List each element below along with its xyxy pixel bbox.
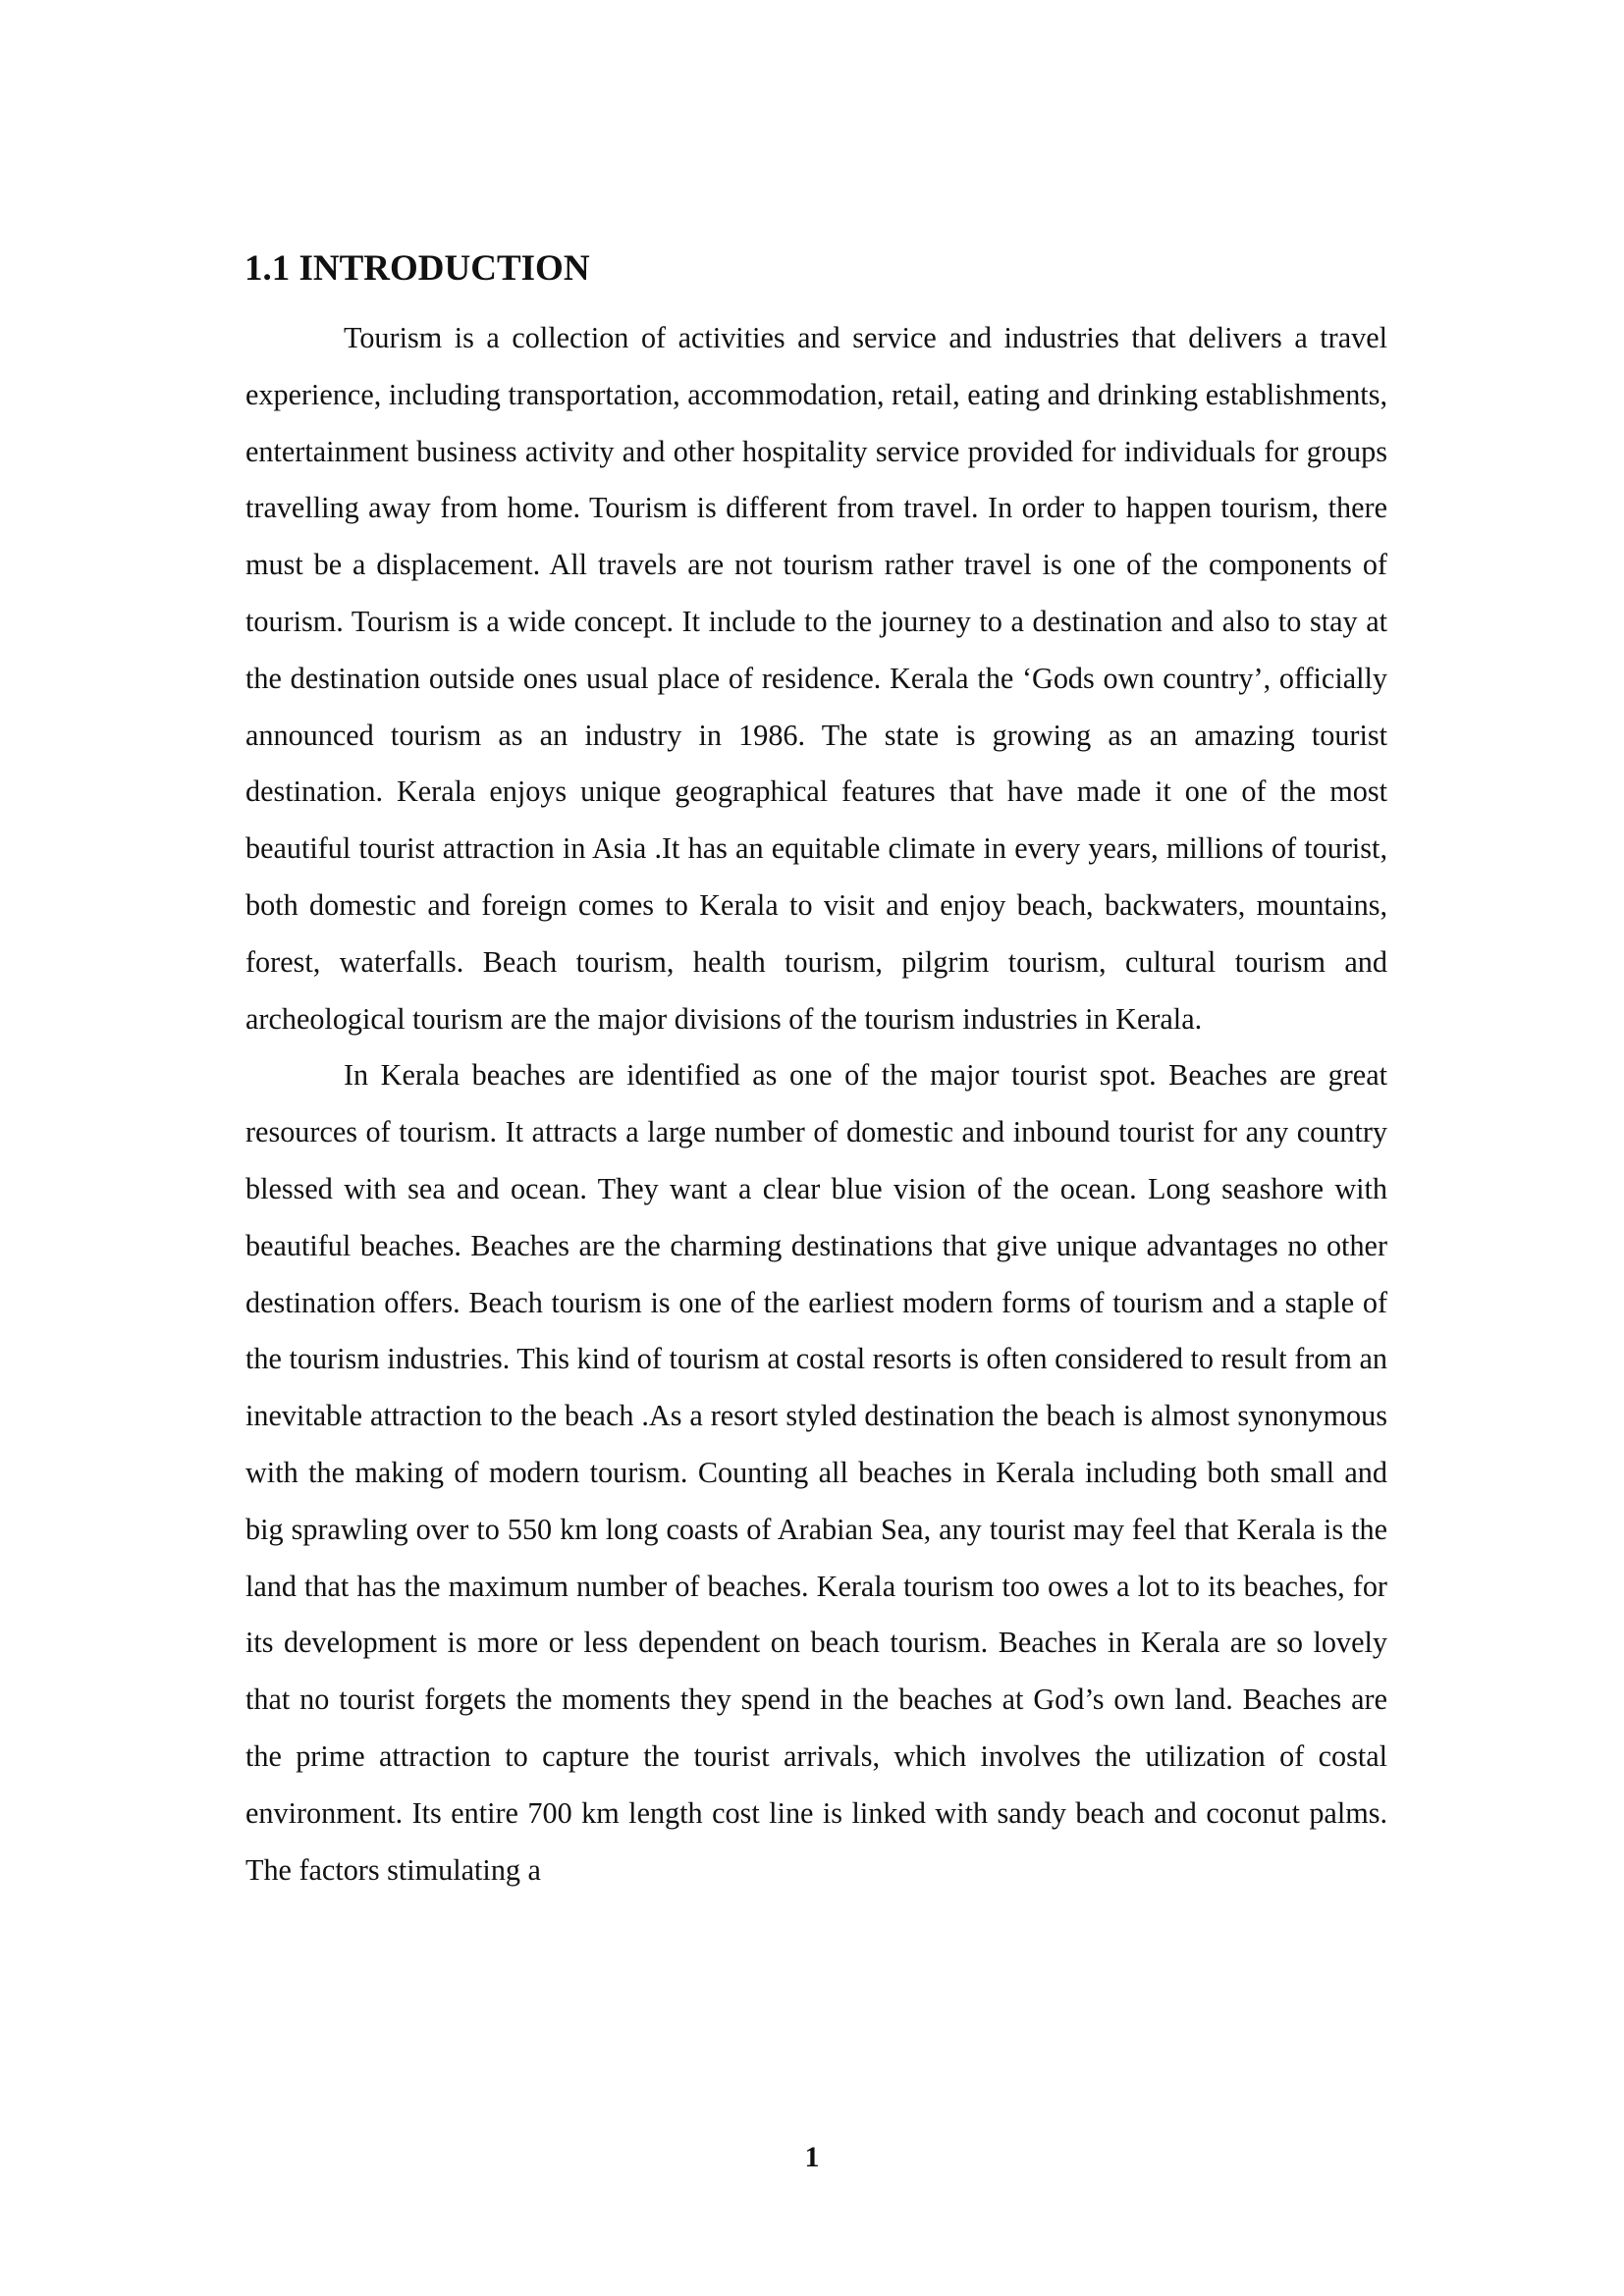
- paragraph-tourism-overview: Tourism is a collection of activities and service and industries that delivers a travel experience, including transportation, accommodation, retail, eating and drinking establishments, entertainment business activity and other hospitality service provided for individuals for groups travelling away from home. Tourism is different from travel. In order to happen tourism, there must be a displacement. All travels are not tourism rather travel is one of the components of tourism. Tourism is a wide concept. It include to the journey to a destination and also to stay at the destination outside ones usual place of residence. Kerala the ‘Gods own country’, officially announced tourism as an industry in 1986. The state is growing as an amazing tourist destination. Kerala enjoys unique geographical features that have made it one of the most beautiful tourist attraction in Asia .It has an equitable climate in every years, millions of tourist, both domestic and foreign comes to Kerala to visit and enjoy beach, backwaters, mountains, forest, waterfalls. Beach tourism, health tourism, pilgrim tourism, cultural tourism and archeological tourism are the major divisions of the tourism industries in Kerala.: [245, 321, 1387, 1036]
- section-heading: 1.1 INTRODUCTION: [244, 248, 590, 289]
- paragraph-kerala-beaches: In Kerala beaches are identified as one of the major tourist spot. Beaches are great resources of tourism. It attracts a large number of domestic and inbound tourist for any country blessed with sea and ocean. They want a clear blue vision of the ocean. Long seashore with beautiful beaches. Beaches are the charming destinations that give unique advantages no other destination offers. Beach tourism is one of the earliest modern forms of tourism and a staple of the tourism industries. This kind of tourism at costal resorts is often considered to result from an inevitable attraction to the beach .As a resort styled destination the beach is almost synonymous with the making of modern tourism. Counting all beaches in Kerala including both small and big sprawling over to 550 km long coasts of Arabian Sea, any tourist may feel that Kerala is the land that has the maximum number of beaches. Kerala tourism too owes a lot to its beaches, for its development is more or less dependent on beach tourism. Beaches in Kerala are so lovely that no tourist forgets the moments they spend in the beaches at God’s own land. Beaches are the prime attraction to capture the tourist arrivals, which involves the utilization of costal environment. Its entire 700 km length cost line is linked with sandy beach and coconut palms. The factors stimulating a: [245, 1058, 1387, 1887]
- page-number: 1: [804, 2141, 820, 2173]
- body-text: [245, 310, 1387, 1898]
